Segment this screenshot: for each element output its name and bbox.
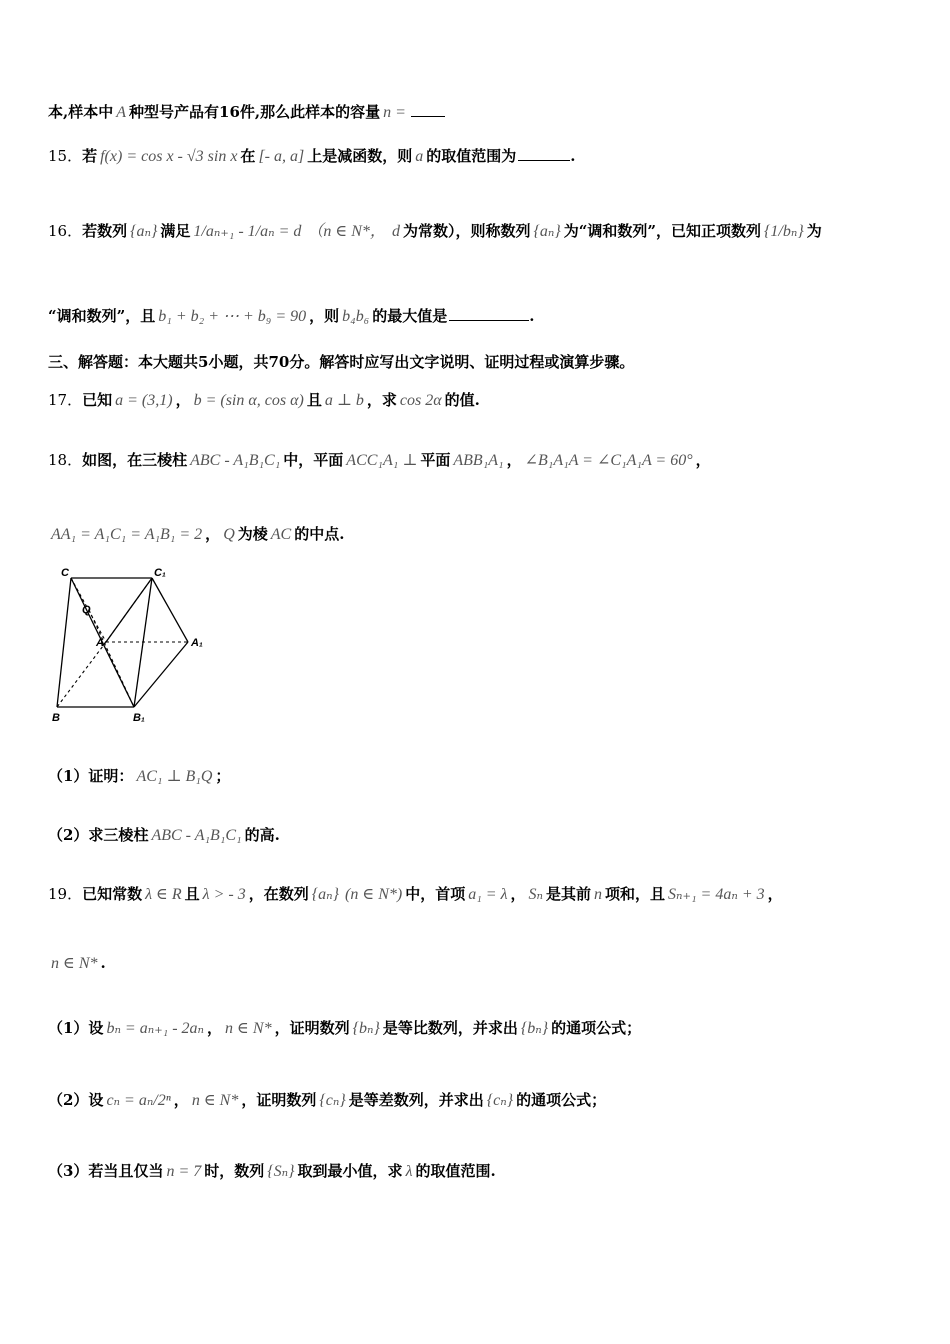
question-18-part2: （2）求三棱柱 ABC - A₁B₁C₁ 的高. <box>48 826 280 844</box>
question-16: 16．若数列 {aₙ} 满足 1/aₙ₊₁ - 1/aₙ = d （n ∈ N*， d 为常数），则称数列 {aₙ} 为“调和数列”，已知正项数列 {1/bₙ} 为 <box>48 222 822 240</box>
label-A: A <box>96 637 104 649</box>
question-15: 15．若 f(x) = cos x - √3 sin x 在 [- a, a] 上是减函数，则 a 的取值范围为 . <box>48 147 576 165</box>
segment-QB1-hidden <box>89 610 134 707</box>
edge-C1A1 <box>152 578 188 642</box>
question-17: 17．已知 a = (3,1) ， b = (sin α, cos α) 且 a ⊥ b ，求 cos 2α 的值. <box>48 391 480 409</box>
question-19-part1: （1）设 bₙ = aₙ₊₁ - 2aₙ ， n ∈ N* ，证明数列 {bₙ} 是等比数列，并求出 {bₙ} 的通项公式； <box>48 1019 642 1037</box>
section-3-heading: 三、解答题：本大题共5小题，共70分。解答时应写出文字说明、证明过程或演算步骤。 <box>48 353 635 371</box>
label-A1: A₁ <box>191 637 203 649</box>
edge-CB <box>57 578 71 707</box>
label-B1: B₁ <box>133 712 145 724</box>
question-18-part1: （1）证明： AC₁ ⊥ B₁Q ； <box>48 767 231 785</box>
question-19-part3: （3）若当且仅当 n = 7 时，数列 {Sₙ} 取到最小值，求 λ 的取值范围. <box>48 1162 496 1180</box>
question-18: 18．如图，在三棱柱 ABC - A₁B₁C₁ 中，平面 ACC₁A₁ ⊥ 平面 ABB₁A₁ ， ∠B₁A₁A = ∠C₁A₁A = 60° ， <box>48 451 711 469</box>
label-Q: Q <box>82 604 91 616</box>
label-C1: C₁ <box>154 567 166 579</box>
question-16-cont: “调和数列”，且 b₁ + b₂ + ⋯ + b₉ = 90 ，则 b₄b₆ 的最大值是 . <box>48 307 535 325</box>
question-19: 19．已知常数 λ ∈ R 且 λ > - 3 ，在数列 {aₙ} (n ∈ N*) 中，首项 a₁ = λ ， Sₙ 是其前 n 项和，且 Sₙ₊₁ = 4aₙ + 3 ， <box>48 885 783 903</box>
question-19-part2: （2）设 cₙ = aₙ/2ⁿ ， n ∈ N* ，证明数列 {cₙ} 是等差数列，并求出 {cₙ} 的通项公式； <box>48 1091 607 1109</box>
q14-tail: 本,样本中 A 种型号产品有16件,那么此样本的容量 n = <box>48 102 445 123</box>
prism-figure <box>48 566 218 726</box>
edge-AB-hidden <box>57 642 106 707</box>
question-19-cont: n ∈ N* . <box>51 954 106 972</box>
question-18-cont: AA₁ = A₁C₁ = A₁B₁ = 2 ， Q 为棱 AC 的中点. <box>51 525 345 543</box>
label-B: B <box>52 712 60 724</box>
label-C: C <box>61 567 69 579</box>
